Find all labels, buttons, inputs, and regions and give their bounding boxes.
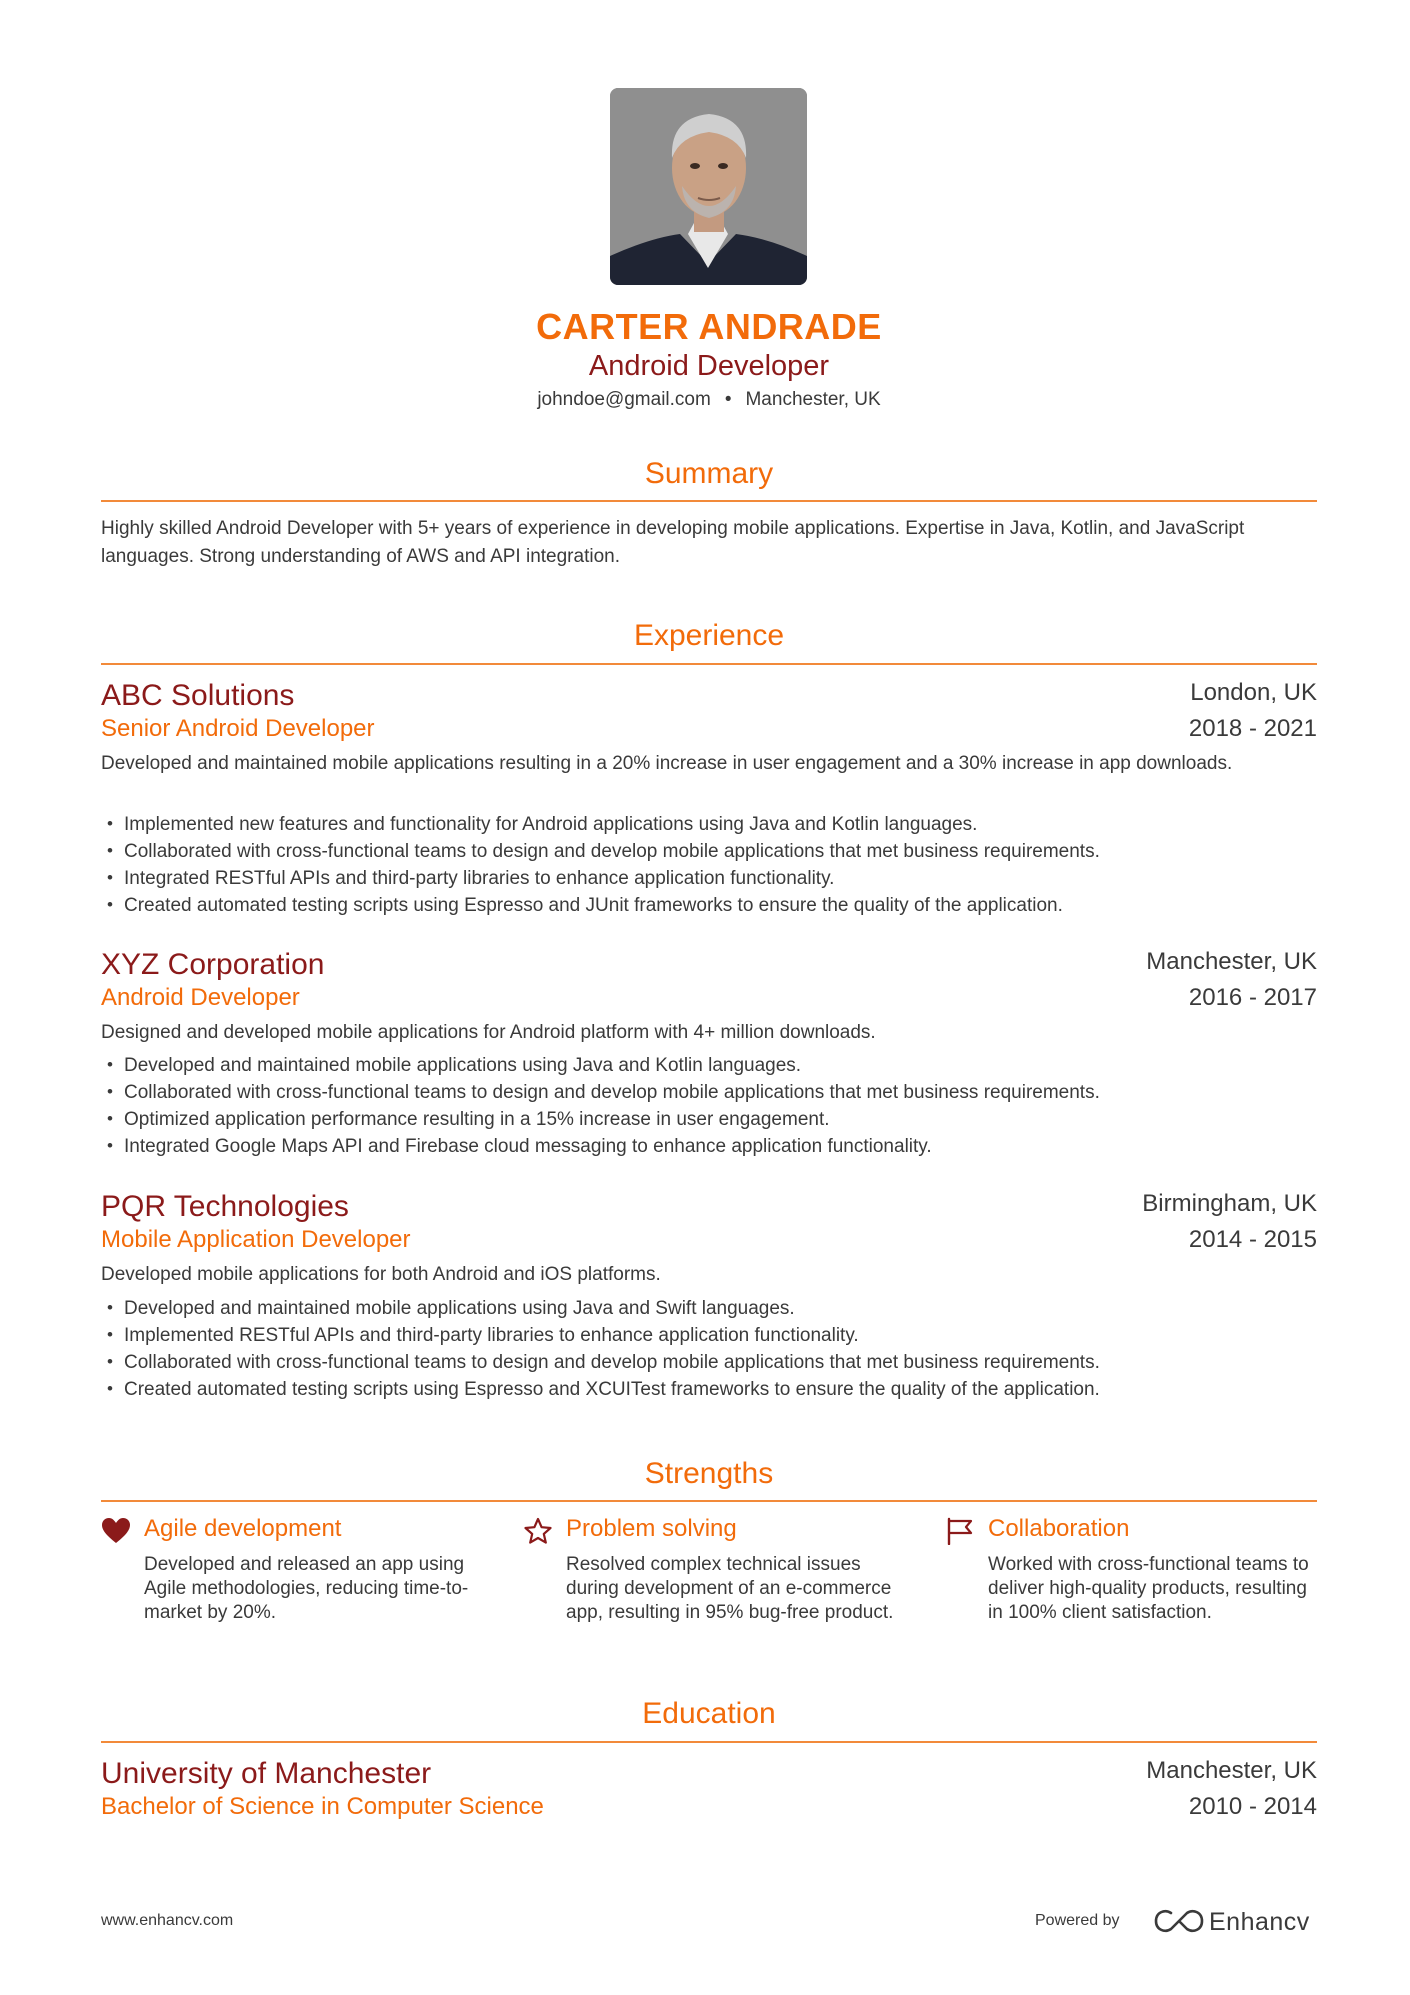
strengths-divider	[101, 1500, 1317, 1502]
bullet-item: • Developed and maintained mobile applications using Java and Swift languages.	[101, 1295, 1317, 1322]
bullet-item: • Collaborated with cross-functional teams to design and develop mobile applications that met business requirements.	[101, 1349, 1317, 1376]
education-dates: 2010 - 2014	[1188, 1793, 1317, 1820]
experience-heading: Experience	[633, 619, 785, 652]
candidate-name: CARTER ANDRADE	[536, 306, 882, 347]
strength-description: Worked with cross-functional teams to deliver high-quality products, resulting in 100% client satisfaction.	[988, 1554, 1309, 1623]
job-role: Mobile Application Developer	[101, 1226, 411, 1253]
experience-divider	[101, 663, 1317, 665]
company-name: ABC Solutions	[101, 679, 295, 712]
school-location: Manchester, UK	[1146, 1757, 1317, 1784]
profile-photo	[610, 88, 807, 285]
job-location: Manchester, UK	[1146, 948, 1317, 975]
job-dates: 2016 - 2017	[1188, 984, 1317, 1011]
bullet-item: • Integrated Google Maps API and Firebase cloud messaging to enhance application functionality.	[101, 1133, 1317, 1160]
bullet-item: • Implemented new features and functionality for Android applications using Java and Kotlin languages.	[101, 811, 1317, 838]
job-dates: 2018 - 2021	[1188, 715, 1317, 742]
bullet-item: • Created automated testing scripts using Espresso and XCUITest frameworks to ensure the quality of the application.	[101, 1376, 1317, 1403]
job-role: Senior Android Developer	[101, 715, 375, 742]
location-text: Manchester, UK	[745, 389, 881, 410]
candidate-title: Android Developer	[588, 350, 830, 382]
summary-heading: Summary	[644, 457, 774, 490]
bullet-item: • Developed and maintained mobile applications using Java and Kotlin languages.	[101, 1052, 1317, 1079]
summary-divider	[101, 500, 1317, 502]
strength-description: Developed and released an app using Agile methodologies, reducing time-to-market by 20%.	[144, 1554, 469, 1623]
flag-icon	[945, 1517, 975, 1545]
strength-description: Resolved complex technical issues during development of an e-commerce app, resulting in 95% bug-free product.	[566, 1554, 894, 1623]
job-description: Developed mobile applications for both Android and iOS platforms.	[101, 1264, 661, 1285]
contact-separator: •	[724, 389, 732, 410]
enhancv-logo-icon	[1153, 1908, 1205, 1934]
enhancv-brand-text: Enhancv	[1209, 1908, 1310, 1936]
heart-icon	[101, 1517, 131, 1545]
strength-name: Collaboration	[988, 1515, 1130, 1542]
contact-line	[101, 389, 1317, 411]
email-text: johndoe@gmail.com	[537, 389, 711, 410]
bullet-item: • Collaborated with cross-functional teams to design and develop mobile applications that met business requirements.	[101, 1079, 1317, 1106]
job-description: Developed and maintained mobile applications resulting in a 20% increase in user engagement and a 30% increase in app downloads.	[101, 753, 1233, 774]
bullet-item: • Created automated testing scripts using Espresso and JUnit frameworks to ensure the quality of the application.	[101, 892, 1317, 919]
job-bullets	[101, 1052, 1317, 1160]
education-divider	[101, 1741, 1317, 1743]
degree-name: Bachelor of Science in Computer Science	[101, 1793, 544, 1820]
company-name: XYZ Corporation	[101, 948, 325, 981]
footer-powered-by: Powered by	[1035, 1912, 1120, 1929]
resume-page	[101, 0, 1317, 1995]
job-dates: 2014 - 2015	[1188, 1226, 1317, 1253]
job-location: Birmingham, UK	[1142, 1190, 1317, 1217]
portrait-illustration	[610, 88, 807, 285]
footer-website-link[interactable]: www.enhancv.com	[101, 1912, 234, 1929]
enhancv-logo[interactable]	[1153, 1904, 1317, 1936]
job-location: London, UK	[1190, 679, 1317, 706]
strength-name: Agile development	[144, 1515, 342, 1542]
strength-name: Problem solving	[566, 1515, 737, 1542]
company-name: PQR Technologies	[101, 1190, 349, 1223]
education-heading: Education	[642, 1697, 776, 1730]
summary-text: Highly skilled Android Developer with 5+ years of experience in developing mobile applications. Expertise in Java, Kotlin, and JavaScript languages. Strong understanding of AWS and API integration.	[101, 518, 1245, 567]
school-name: University of Manchester	[101, 1757, 432, 1790]
job-description: Designed and developed mobile applications for Android platform with 4+ million downloads.	[101, 1022, 876, 1043]
star-icon	[523, 1517, 553, 1545]
strengths-heading: Strengths	[644, 1457, 774, 1490]
bullet-item: • Optimized application performance resulting in a 15% increase in user engagement.	[101, 1106, 1317, 1133]
bullet-item: • Implemented RESTful APIs and third-party libraries to enhance application functionality.	[101, 1322, 1317, 1349]
job-bullets	[101, 811, 1317, 919]
bullet-item: • Integrated RESTful APIs and third-party libraries to enhance application functionality.	[101, 865, 1317, 892]
job-role: Android Developer	[101, 984, 300, 1011]
job-bullets	[101, 1295, 1317, 1403]
bullet-item: • Collaborated with cross-functional teams to design and develop mobile applications that met business requirements.	[101, 838, 1317, 865]
